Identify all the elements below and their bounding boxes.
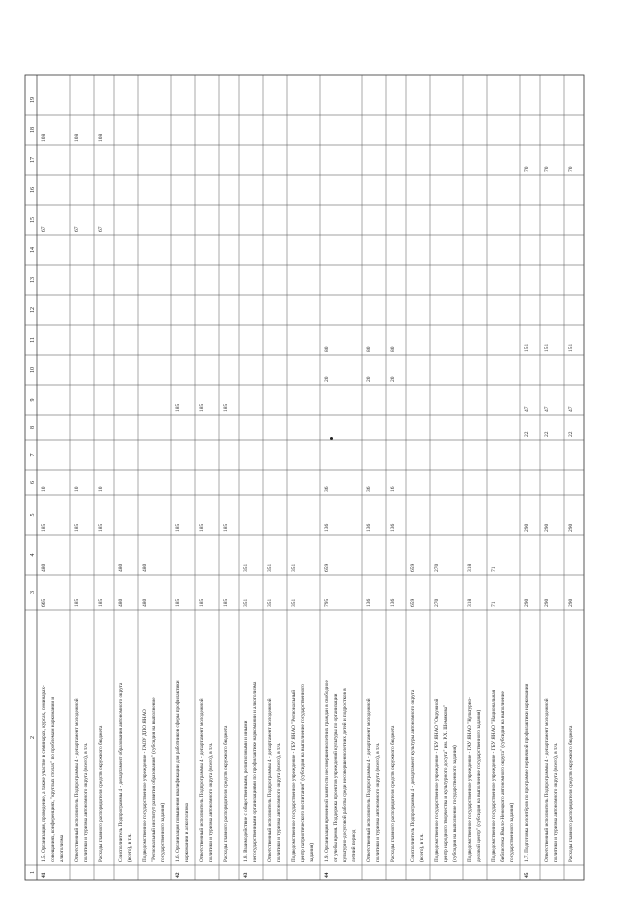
row-value-cell: 185 bbox=[223, 523, 229, 532]
row-value-cell: 108 bbox=[74, 133, 80, 142]
row-value-cell: 351 bbox=[291, 598, 297, 607]
row-value-cell: 318 bbox=[467, 563, 473, 572]
column-header-number: 8 bbox=[30, 426, 36, 429]
row-number: 42 bbox=[175, 872, 181, 878]
row-value-cell: 185 bbox=[175, 523, 181, 532]
row-value-cell: 108 bbox=[41, 133, 47, 142]
row-description-line: негосударственными организациями по профилактике наркомании и алкоголизма bbox=[252, 681, 258, 862]
column-header-number: 1 bbox=[30, 871, 36, 874]
row-value-cell: 80 bbox=[366, 346, 372, 352]
row-description-line: государственного задания) bbox=[509, 802, 515, 862]
row-value-cell: 290 bbox=[544, 598, 550, 607]
row-value-cell: 480 bbox=[118, 598, 124, 607]
column-header-number: 15 bbox=[30, 217, 36, 223]
table-body bbox=[25, 75, 584, 880]
row-value-cell: 290 bbox=[524, 598, 530, 607]
row-value-cell: 185 bbox=[175, 598, 181, 607]
row-value-cell: 70 bbox=[544, 166, 550, 172]
row-description-line: Подведомственное государственное учреждение - ГБУ ЯНАО "Национальная bbox=[491, 689, 497, 862]
row-description-line: государственного задания) bbox=[160, 802, 166, 862]
row-value-cell: 351 bbox=[267, 598, 273, 607]
row-value-cell: 185 bbox=[74, 523, 80, 532]
row-value-cell: 80 bbox=[324, 346, 330, 352]
row-value-cell: 47 bbox=[524, 406, 530, 412]
row-value-cell: 351 bbox=[267, 563, 273, 572]
column-header-number: 5 bbox=[30, 513, 36, 517]
row-value-cell: 70 bbox=[568, 166, 574, 172]
row-description-line: политики и туризма автономного округа (всего), в т.ч. bbox=[208, 742, 214, 862]
row-value-cell: 10 bbox=[98, 486, 104, 492]
row-value-cell: 480 bbox=[41, 563, 47, 572]
row-value-cell: 185 bbox=[98, 523, 104, 532]
row-description-line: 1.5. Организация, проведение, а также участие в семинарах, курсах, семинарах- bbox=[41, 685, 47, 862]
row-value-cell: 20 bbox=[324, 376, 330, 382]
row-description-line: Соисполнитель Подпрограммы 4 - департамент образования автономного округа bbox=[118, 682, 124, 862]
row-description-line: 1.8. Взаимодействие с общественными, религиозными и иными bbox=[243, 720, 249, 862]
row-value-cell: 10 bbox=[41, 486, 47, 492]
row-value-cell: 16 bbox=[390, 486, 396, 492]
row-value-cell: 151 bbox=[568, 343, 574, 352]
row-description-line: культурно-досуговой работы среди несовершеннолетних детей и подростков в bbox=[342, 688, 348, 862]
row-value-cell: 290 bbox=[568, 523, 574, 532]
row-value-cell: 20 bbox=[390, 376, 396, 382]
row-value-cell: 351 bbox=[291, 563, 297, 572]
row-value-cell: 351 bbox=[243, 563, 249, 572]
row-number: 45 bbox=[524, 872, 530, 878]
row-value-cell: 136 bbox=[324, 523, 330, 532]
row-description-line: Ответственный исполнитель Подпрограммы 4 - департамент молодежной bbox=[74, 698, 80, 862]
column-header-number: 3 bbox=[30, 591, 36, 594]
row-value-cell: 70 bbox=[524, 166, 530, 172]
row-value-cell: 67 bbox=[41, 226, 47, 232]
row-value-cell: 151 bbox=[524, 343, 530, 352]
column-header-number: 7 bbox=[30, 453, 36, 457]
row-value-cell: 20 bbox=[366, 376, 372, 382]
column-header-number: 11 bbox=[30, 337, 36, 343]
row-description-line: политики и туризма автономного округа (всего), в т.ч. bbox=[83, 742, 89, 862]
row-value-cell: 659 bbox=[324, 563, 330, 572]
row-description-line: летний период bbox=[351, 829, 357, 862]
row-description-line: политики и туризма автономного округа (всего), в т.ч. bbox=[375, 742, 381, 862]
row-description-line: политики и туризма автономного округа (всего), в т.ч. bbox=[276, 742, 282, 862]
row-value-cell: 22 bbox=[524, 431, 530, 437]
row-value-cell: 67 bbox=[74, 226, 80, 232]
row-description-line: Подведомственное государственное учреждение - ГАОУ ДПО ЯНАО bbox=[142, 709, 148, 862]
column-header-number: 12 bbox=[30, 307, 36, 313]
row-value-cell: 480 bbox=[118, 563, 124, 572]
row-value-cell: 659 bbox=[410, 598, 416, 607]
column-header-number: 9 bbox=[30, 398, 36, 402]
row-value-cell: 185 bbox=[175, 403, 181, 412]
row-value-cell: 185 bbox=[98, 598, 104, 607]
row-value-cell: 351 bbox=[243, 598, 249, 607]
row-description-line: Расходы главного распорядителя средств окружного бюджета bbox=[98, 725, 104, 862]
column-header-number: 4 bbox=[30, 553, 36, 557]
row-description-line: библиотека Ямало-Ненецкого автономного округа" (субсидия на выполнение bbox=[500, 691, 506, 862]
row-description-line: политики и туризма автономного округа (всего), в т.ч. bbox=[553, 742, 559, 862]
row-description-line: (субсидия на выполнение государственного задания) bbox=[452, 745, 458, 862]
row-value-cell: 22 bbox=[568, 431, 574, 437]
row-value-cell: 47 bbox=[568, 406, 574, 412]
row-description-line: центр патриотического воспитания" (субсидия на выполнение государственного bbox=[300, 684, 306, 862]
column-header-number: 18 bbox=[30, 127, 36, 133]
row-value-cell: 36 bbox=[366, 486, 372, 492]
column-header-number: 16 bbox=[30, 187, 36, 193]
row-value-cell: 80 bbox=[390, 346, 396, 352]
row-value-cell: 36 bbox=[324, 486, 330, 492]
row-value-cell: 480 bbox=[142, 563, 148, 572]
row-description-line: (всего), в т.ч. bbox=[419, 833, 425, 862]
row-description-line: Ответственный исполнитель Подпрограммы 4 - департамент молодежной bbox=[544, 698, 550, 862]
row-description-line: Подведомственное государственное учреждение - ГБУ ЯНАО "Региональный bbox=[291, 689, 297, 862]
column-header-number: 10 bbox=[30, 367, 36, 373]
row-value-cell: 185 bbox=[74, 598, 80, 607]
row-value-cell: 480 bbox=[142, 598, 148, 607]
row-description-line: Расходы главного распорядителя средств окружного бюджета bbox=[390, 725, 396, 862]
row-description-line: центр народного творчества и культурного досуга" им. Р.Х. Шемякова" bbox=[443, 704, 449, 862]
row-description-line: 1.6. Организация повышения квалификации для работников сферы профилактики bbox=[175, 680, 181, 862]
row-value-cell: 136 bbox=[390, 523, 396, 532]
row-value-cell: 136 bbox=[366, 598, 372, 607]
row-description-line: Расходы главного распорядителя средств окружного бюджета bbox=[568, 725, 574, 862]
row-description-line: 1.9. Организация временной занятости несовершеннолетних граждан в свободное bbox=[324, 680, 330, 862]
row-description-line: Расходы главного распорядителя средств окружного бюджета bbox=[223, 725, 229, 862]
row-value-cell: 71 bbox=[491, 601, 497, 607]
row-value-cell: 185 bbox=[199, 598, 205, 607]
row-number: 41 bbox=[41, 872, 47, 878]
row-description-line: задания) bbox=[309, 843, 315, 862]
row-value-cell: 136 bbox=[390, 598, 396, 607]
row-value-cell: 795 bbox=[324, 598, 330, 607]
row-value-cell: 10 bbox=[74, 486, 80, 492]
row-value-cell: 185 bbox=[41, 523, 47, 532]
row-description-line: "Региональный институт развития образования" (субсидия на выполнение bbox=[151, 697, 157, 862]
row-value-cell: 47 bbox=[544, 406, 550, 412]
row-description-line: Ответственный исполнитель Подпрограммы 4 - департамент молодежной bbox=[199, 698, 205, 862]
column-header-number: 19 bbox=[30, 97, 36, 103]
row-description-line: Соисполнитель Подпрограммы 4 - департамент культуры автономного округа bbox=[410, 689, 416, 862]
column-header-number: 14 bbox=[30, 247, 36, 253]
row-value-cell: 665 bbox=[41, 598, 47, 607]
row-value-cell: 270 bbox=[434, 563, 440, 572]
row-description-line: от учебы время. Поддержка проектов учреждений культуры по организации bbox=[333, 693, 339, 862]
row-description-line: наркомании и алкоголизма bbox=[184, 803, 190, 862]
row-description-line: Подведомственное государственное учреждение - ГБУ ЯНАО "Окружной bbox=[434, 698, 440, 862]
column-header-number: 17 bbox=[30, 157, 36, 163]
row-description-line: (всего), в т.ч. bbox=[127, 833, 133, 862]
row-value-cell: 270 bbox=[434, 598, 440, 607]
row-description-line: алкоголизма bbox=[59, 834, 65, 862]
row-description-line: совещаниях, конференциях, "круглых столах" по проблемам наркомании и bbox=[50, 696, 56, 862]
row-value-cell: 185 bbox=[199, 403, 205, 412]
row-value-cell: 108 bbox=[98, 133, 104, 142]
row-value-cell: 290 bbox=[568, 598, 574, 607]
row-value-cell: 67 bbox=[98, 226, 104, 232]
row-value-cell: 185 bbox=[199, 523, 205, 532]
row-value-cell: 185 bbox=[223, 598, 229, 607]
column-header-number: 13 bbox=[30, 277, 36, 283]
row-description-line: Подведомственное государственное учреждение - ГАУ ЯНАО "Культурно- bbox=[467, 697, 473, 862]
row-value-cell: 22 bbox=[544, 431, 550, 437]
row-value-cell: 136 bbox=[366, 523, 372, 532]
row-description-line: Ответственный исполнитель Подпрограммы 4 - департамент молодежной bbox=[366, 698, 372, 862]
row-description-line: 1.7. Подготовка волонтёров по программе первичной профилактики наркомании bbox=[524, 683, 530, 862]
row-number: 43 bbox=[243, 872, 249, 878]
row-value-cell: 318 bbox=[467, 598, 473, 607]
row-value-cell: 290 bbox=[524, 523, 530, 532]
row-value-cell: 290 bbox=[544, 523, 550, 532]
row-value-cell: 185 bbox=[223, 403, 229, 412]
row-number: 44 bbox=[324, 872, 330, 878]
row-value-cell: 151 bbox=[544, 343, 550, 352]
row-value-cell: 659 bbox=[410, 563, 416, 572]
row-value-cell: 71 bbox=[491, 566, 497, 572]
row-description-line: Ответственный исполнитель Подпрограммы 4 - департамент молодежной bbox=[267, 698, 273, 862]
row-description-line: деловой центр" (субсидия на выполнение государственного задания) bbox=[476, 709, 482, 862]
column-header-number: 2 bbox=[30, 736, 36, 739]
column-header-number: 6 bbox=[30, 481, 36, 484]
